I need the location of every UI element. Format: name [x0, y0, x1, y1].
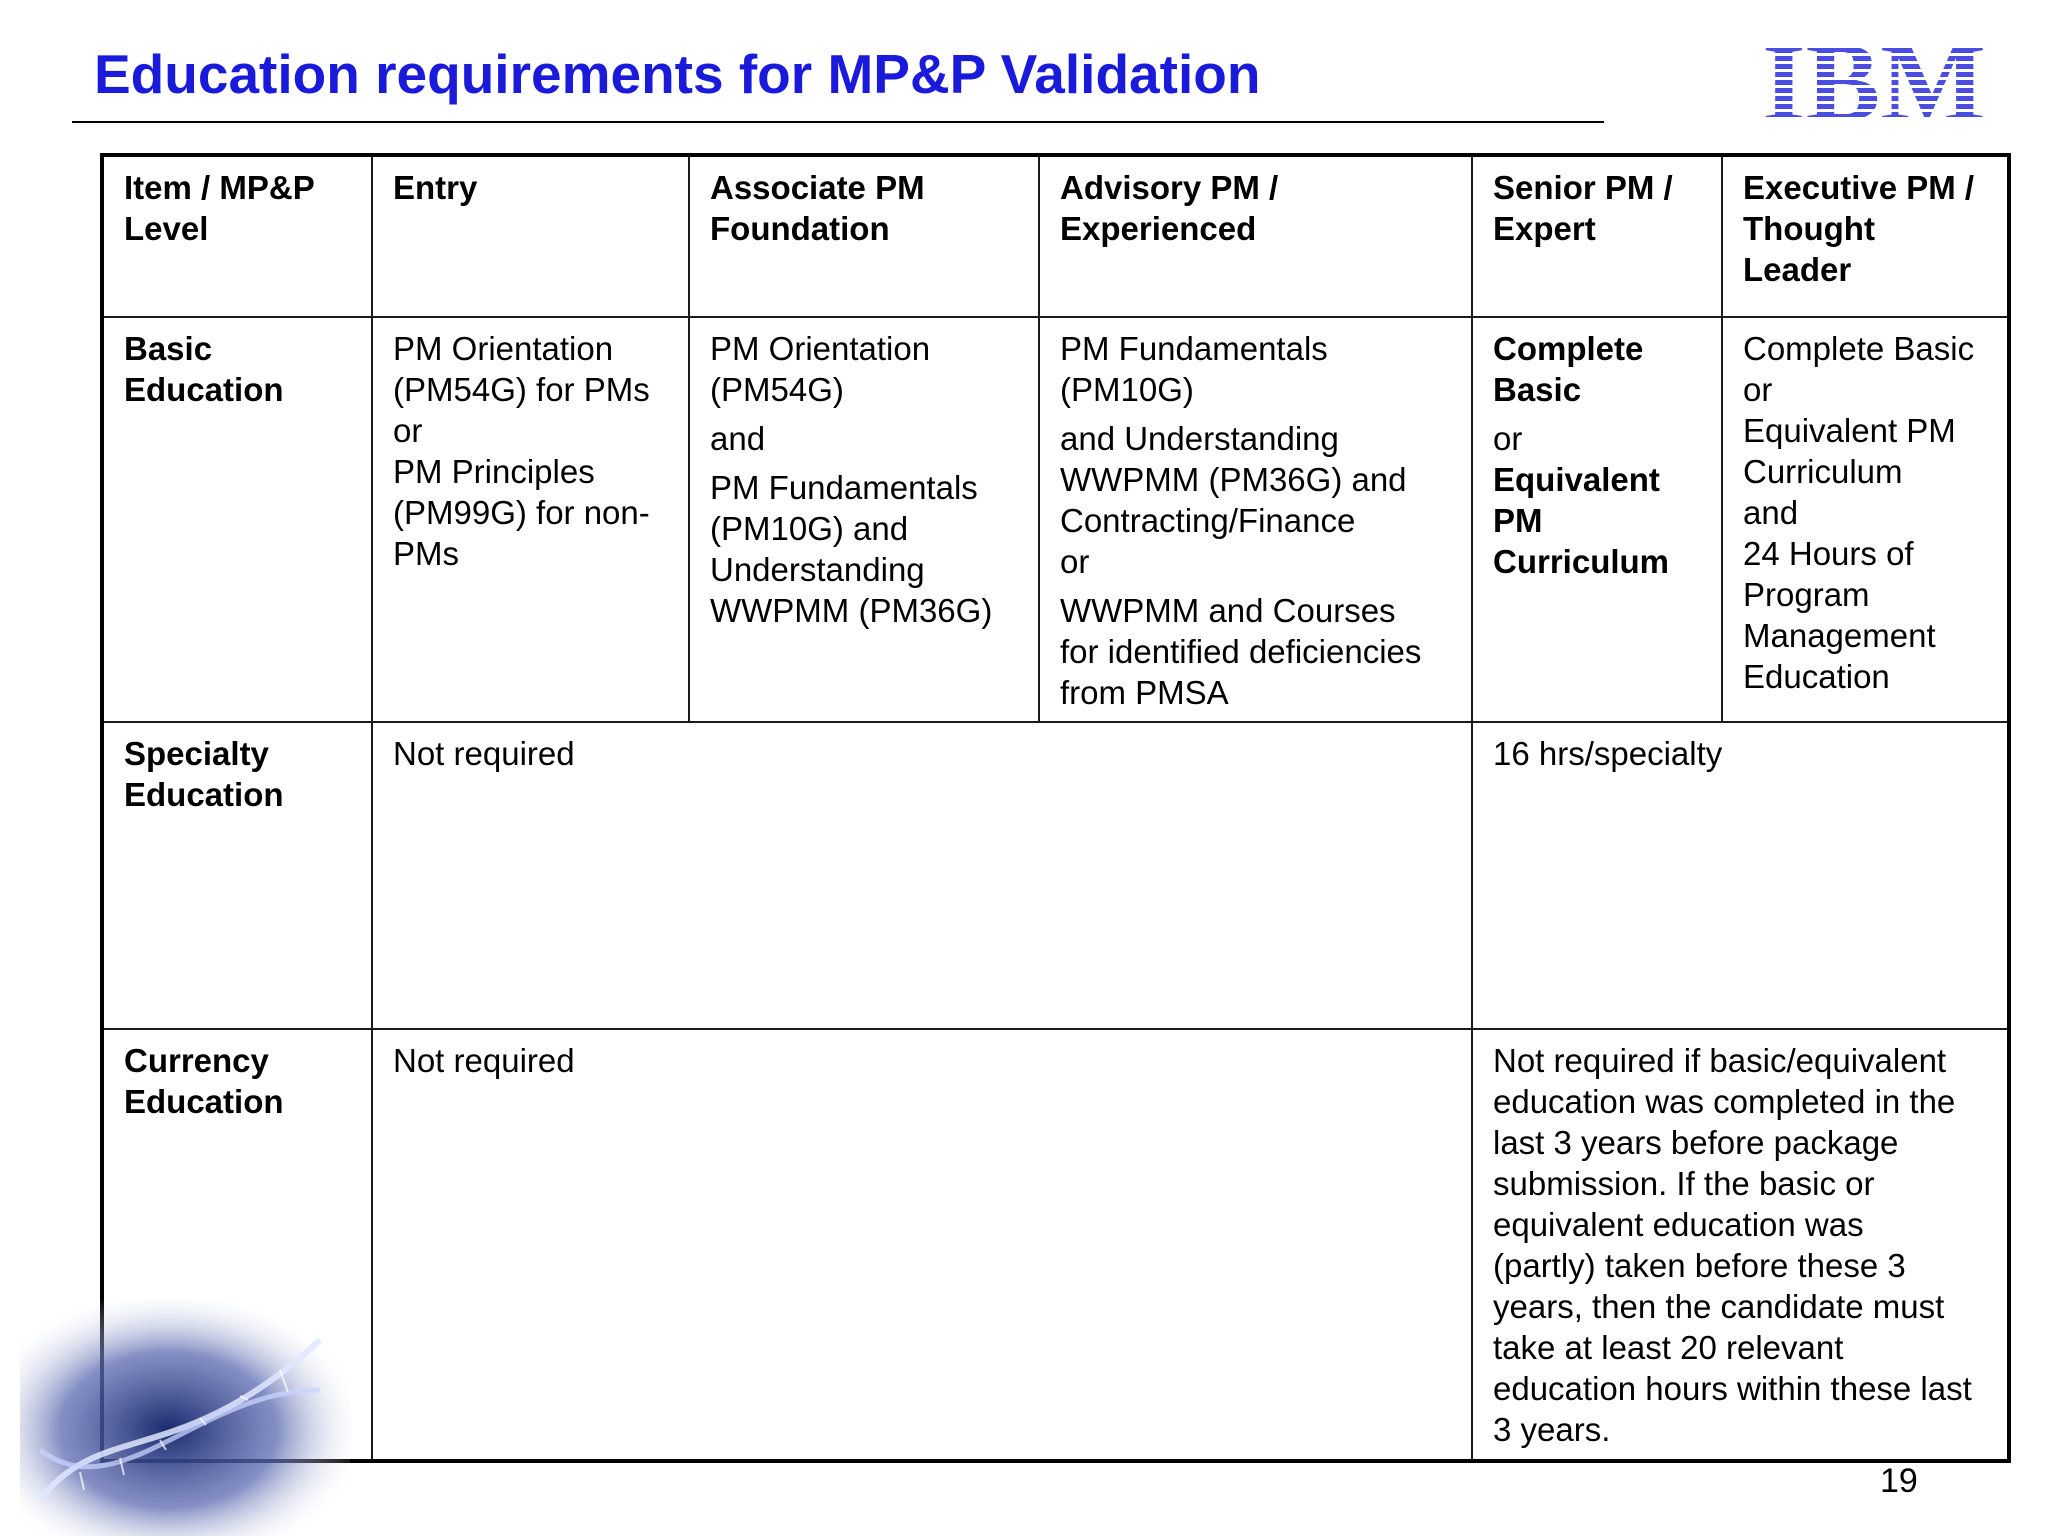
basic-executive-cell: Complete Basic or Equivalent PM Curriculum and 24 Hours of Program Management Education [1722, 317, 2007, 722]
education-table [100, 153, 2011, 1463]
svg-text:IBM: IBM [1762, 32, 1986, 128]
header-entry: Entry [372, 157, 689, 317]
currency-education-label: Currency Education [104, 1029, 372, 1459]
specialty-hours-cell: 16 hrs/specialty [1472, 722, 2007, 1029]
specialty-education-row [104, 722, 2007, 1029]
header-executive: Executive PM / Thought Leader [1722, 157, 2007, 317]
dna-helix-image [20, 1300, 350, 1536]
currency-not-required-cell: Not required [372, 1029, 1472, 1459]
basic-senior-cell: Complete Basic or Equivalent PM Curriculum [1472, 317, 1722, 722]
header-associate: Associate PM Foundation [689, 157, 1039, 317]
header-advisory: Advisory PM / Experienced [1039, 157, 1472, 317]
basic-education-row [104, 317, 2007, 722]
slide-title: Education requirements for MP&P Validation [94, 43, 1261, 105]
header-senior: Senior PM / Expert [1472, 157, 1722, 317]
specialty-not-required-cell: Not required [372, 722, 1472, 1029]
header-item-level: Item / MP&P Level [104, 157, 372, 317]
basic-advisory-cell: PM Fundamentals (PM10G) and Understanding WWPMM (PM36G) and Contracting/Finance or WWPMM and Courses for identified deficiencies from PMSA [1039, 317, 1472, 722]
ibm-logo [1755, 32, 1993, 128]
basic-education-label: Basic Education [104, 317, 372, 722]
currency-education-row [104, 1029, 2007, 1459]
currency-conditions-cell: Not required if basic/equivalent education was completed in the last 3 years before package submission. If the basic or equivalent education was (partly) taken before these 3 years, then the candidate must take at least 20 relevant education hours within these last 3 years. [1472, 1029, 2007, 1459]
specialty-education-label: Specialty Education [104, 722, 372, 1029]
title-divider [72, 121, 1604, 123]
basic-entry-cell: PM Orientation (PM54G) for PMs or PM Principles (PM99G) for non- PMs [372, 317, 689, 722]
page-number: 19 [1880, 1462, 1918, 1500]
header-row [104, 157, 2007, 317]
basic-associate-cell: PM Orientation (PM54G) and PM Fundamentals (PM10G) and Understanding WWPMM (PM36G) [689, 317, 1039, 722]
